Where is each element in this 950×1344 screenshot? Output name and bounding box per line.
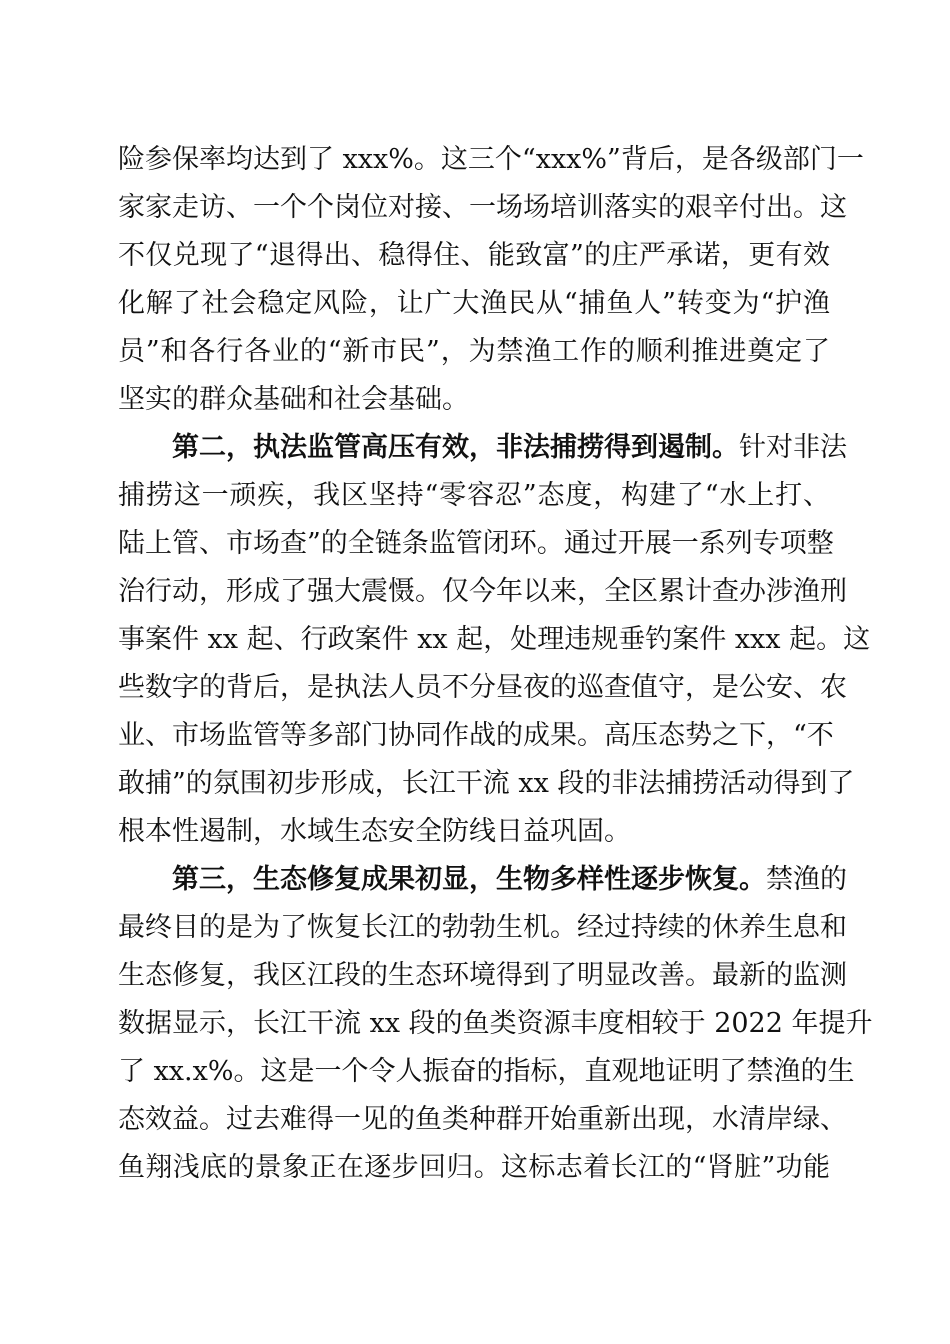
text-line: 家家走访、一个个岗位对接、一场场培训落实的艰辛付出。这 xyxy=(118,192,847,223)
text-line: 敢捕”的氛围初步形成，长江干流 xx 段的非法捕捞活动得到了 xyxy=(118,768,855,799)
text-line: 员”和各行各业的“新市民”，为禁渔工作的顺利推进奠定了 xyxy=(118,336,830,367)
paragraph-3 xyxy=(118,856,873,1192)
text-line: 根本性遏制，水域生态安全防线日益巩固。 xyxy=(118,816,631,847)
text-line: 生态修复，我区江段的生态环境得到了明显改善。最新的监测 xyxy=(118,960,847,991)
text-line: 最终目的是为了恢复长江的勃勃生机。经过持续的休养生息和 xyxy=(118,912,847,943)
text-line: 不仅兑现了“退得出、稳得住、能致富”的庄严承诺，更有效 xyxy=(118,240,830,271)
text-line: 态效益。过去难得一见的鱼类种群开始重新出现，水清岸绿、 xyxy=(118,1104,847,1135)
paragraph-first-line xyxy=(118,856,847,904)
text-line: 业、市场监管等多部门协同作战的成果。高压态势之下，“不 xyxy=(118,720,834,751)
paragraph-heading: 第三，生态修复成果初显，生物多样性逐步恢复。 xyxy=(172,864,766,895)
text-line: 治行动，形成了强大震慑。仅今年以来，全区累计查办涉渔刑 xyxy=(118,576,847,607)
paragraph-first-line xyxy=(118,424,847,472)
document-body xyxy=(118,136,873,1192)
text-line: 鱼翔浅底的景象正在逐步回归。这标志着长江的“肾脏”功能 xyxy=(118,1152,830,1183)
text-line: 险参保率均达到了 xxx%。这三个“xxx%”背后，是各级部门一 xyxy=(118,144,864,175)
paragraph-1 xyxy=(118,136,864,424)
text-line: 陆上管、市场查”的全链条监管闭环。通过开展一系列专项整 xyxy=(118,528,834,559)
text-line: 捕捞这一顽疾，我区坚持“零容忍”态度，构建了“水上打、 xyxy=(118,480,830,511)
text-line: 坚实的群众基础和社会基础。 xyxy=(118,384,469,415)
text-line: 数据显示，长江干流 xx 段的鱼类资源丰度相较于 2022 年提升 xyxy=(118,1008,873,1039)
text-span: 针对非法 xyxy=(739,432,847,463)
paragraph-heading: 第二，执法监管高压有效，非法捕捞得到遏制。 xyxy=(172,432,739,463)
text-span: 禁渔的 xyxy=(766,864,847,895)
text-line: 化解了社会稳定风险，让广大渔民从“捕鱼人”转变为“护渔 xyxy=(118,288,830,319)
text-line: 事案件 xx 起、行政案件 xx 起，处理违规垂钓案件 xxx 起。这 xyxy=(118,624,871,655)
text-line: 了 xx.x%。这是一个令人振奋的指标，直观地证明了禁渔的生 xyxy=(118,1056,855,1087)
text-line: 些数字的背后，是执法人员不分昼夜的巡查值守，是公安、农 xyxy=(118,672,847,703)
paragraph-2 xyxy=(118,424,871,856)
